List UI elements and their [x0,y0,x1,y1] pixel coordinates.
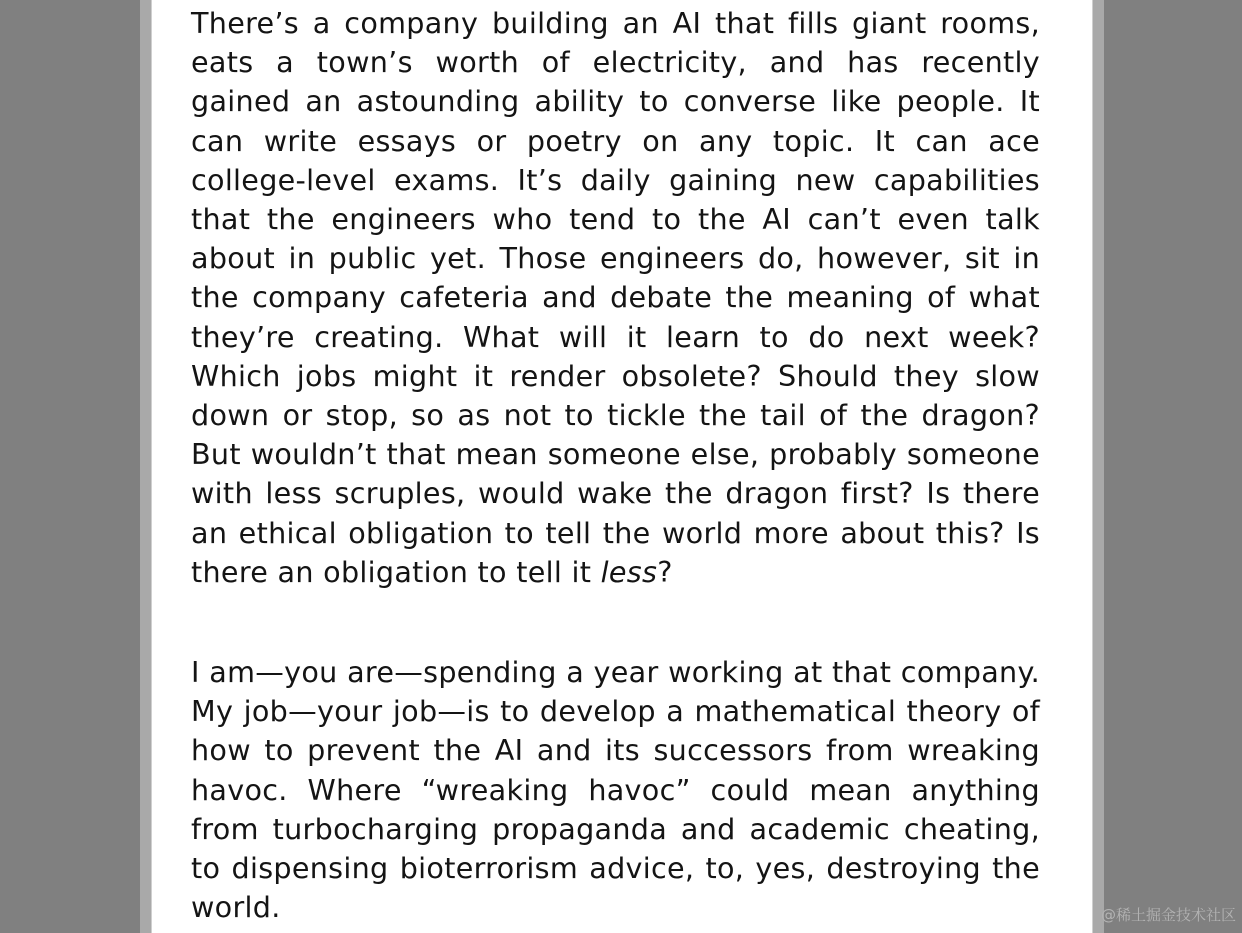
document-page [151,0,1093,933]
paragraph-1-text: There’s a company building an AI that fills giant rooms, eats a town’s worth of electricity, and has recently gained an astounding ability to converse like people. It can write essays or poetry on any topic. It can ace college-level exams. It’s daily gaining new capabilities that the engineers who tend to the AI can’t even talk about in public yet. Those engineers do, however, sit in the company cafeteria and debate the meaning of what they’re creating. What will it learn to do next week? Which jobs might it render obsolete? Should they slow down or stop, so as not to tickle the tail of the dragon? But wouldn’t that mean someone else, probably someone with less scruples, would wake the dragon first? Is there an ethical obligation to tell the world more about this? Is there an obligation to tell it [191,6,1040,589]
paragraph-1 [191,4,1040,592]
paragraph-2-text: I am—you are—spending a year working at that company. My job—your job—is to develop a mathematical theory of how to prevent the AI and its successors from wreaking havoc. Where “wreaking havoc” could mean anything from turbocharging propaganda and academic cheating, to dispensing bioterrorism advice, to, yes, destroying the world. [191,655,1040,925]
paragraph-2 [191,653,1040,927]
paragraph-1-end: ? [657,554,673,589]
paragraph-1-emphasis: less [600,554,658,589]
watermark: @稀土掘金技术社区 [1100,906,1236,924]
